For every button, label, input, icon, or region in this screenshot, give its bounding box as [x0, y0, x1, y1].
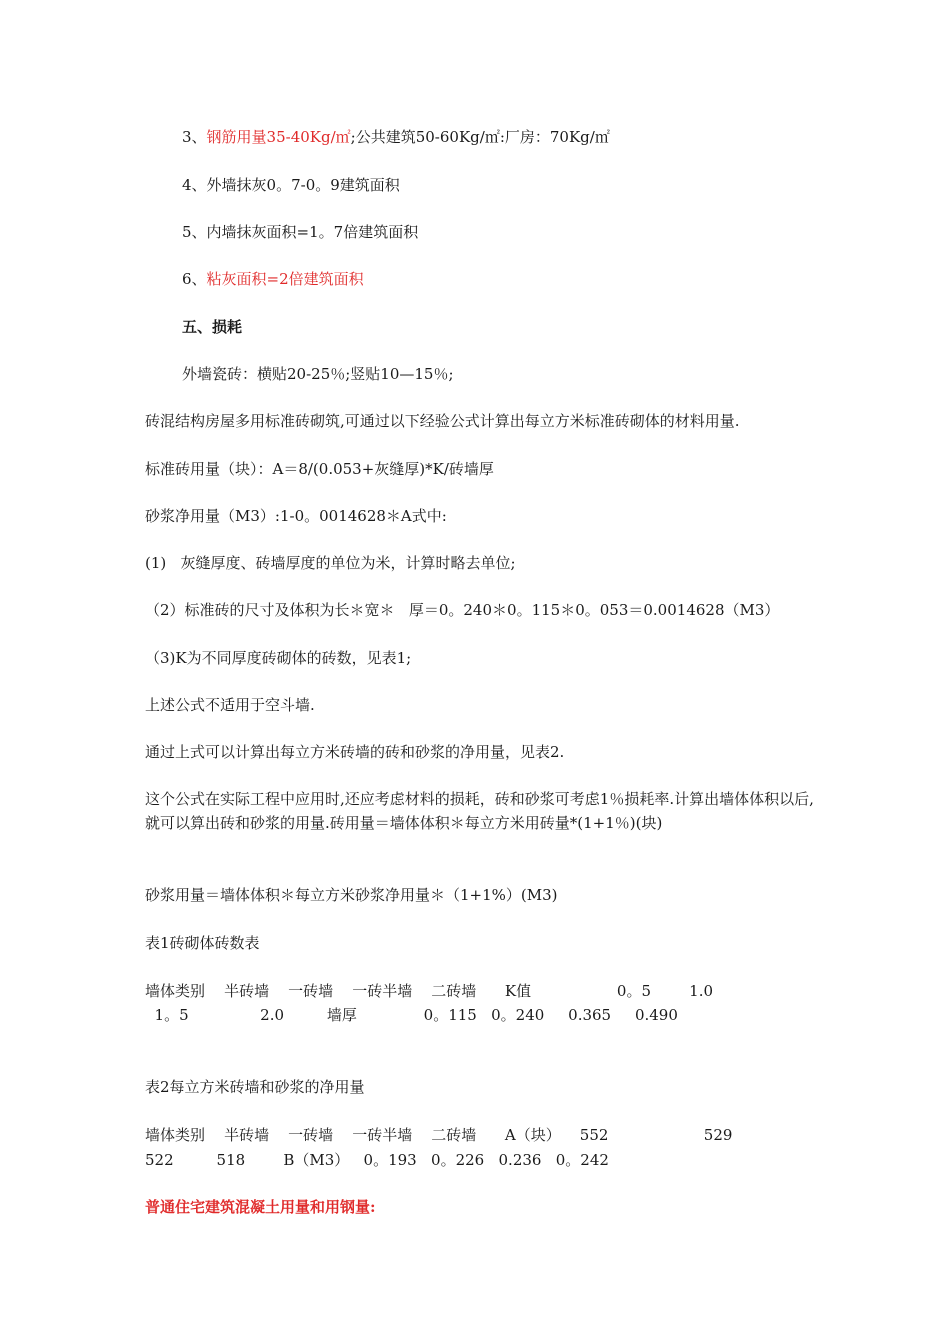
adhesive-highlight: 粘灰面积=2倍建筑面积	[206, 270, 364, 288]
mortar-formula: 砂浆净用量（M3）:1-0。0014628＊A式中:	[145, 507, 447, 525]
table2-row-2: 522 518 B（M3） 0。193 0。226 0.236 0。242	[145, 1151, 609, 1169]
note-3: （3)K为不同厚度砖砌体的砖数，见表1;	[145, 649, 412, 667]
steel-highlight: 钢筋用量35-40Kg/㎡	[206, 128, 351, 146]
concrete-heading: 普通住宅建筑混凝土用量和用钢量:	[145, 1198, 376, 1216]
note-1: (1) 灰缝厚度、砖墙厚度的单位为米，计算时略去单位;	[145, 554, 516, 572]
not-applicable-note: 上述公式不适用于空斗墙.	[145, 696, 315, 714]
note-2: （2）标准砖的尺寸及体积为长＊宽＊ 厚＝0。240＊0。115＊0。053＝0.0014628（M3）	[145, 601, 780, 619]
table1-row-2: 1。5 2.0 墙厚 0。115 0。240 0.365 0.490	[145, 1006, 678, 1024]
table2-row-1: 墙体类别 半砖墙 一砖墙 一砖半墙 二砖墙 A（块） 552 529	[145, 1126, 733, 1144]
item-5-inner-plaster: 5、内墙抹灰面积=1。7倍建筑面积	[182, 223, 419, 241]
brick-formula: 标准砖用量（块）：A＝8/(0.053+灰缝厚)*K/砖墙厚	[145, 460, 494, 478]
item-3-steel: 3、钢筋用量35-40Kg/㎡;公共建筑50-60Kg/㎡:厂房：70Kg/㎡	[182, 128, 610, 146]
item-4-plaster: 4、外墙抹灰0。7-0。9建筑面积	[182, 176, 400, 194]
table2-title: 表2每立方米砖墙和砂浆的净用量	[145, 1078, 365, 1096]
mortar-usage: 砂浆用量＝墙体体积＊每立方米砂浆净用量＊（1+1%）(M3)	[145, 886, 558, 904]
table1-title: 表1砖砌体砖数表	[145, 934, 260, 952]
table1-row-1: 墙体类别 半砖墙 一砖墙 一砖半墙 二砖墙 K值 0。5 1.0	[145, 982, 714, 1000]
item-6-adhesive: 6、粘灰面积=2倍建筑面积	[182, 270, 364, 288]
loss-paragraph: 这个公式在实际工程中应用时,还应考虑材料的损耗，砖和砂浆可考虑1％损耗率.计算出墙体体积以后,就可以算出砖和砂浆的用量.砖用量＝墙体体积＊每立方米用砖量*(1+1％)(块)	[145, 790, 814, 832]
tile-loss: 外墙瓷砖：横贴20-25％;竖贴10—15％;	[182, 365, 454, 383]
section-heading-loss: 五、损耗	[182, 318, 243, 336]
table2-reference: 通过上式可以计算出每立方米砖墙的砖和砂浆的净用量，见表2.	[145, 743, 565, 761]
masonry-intro: 砖混结构房屋多用标准砖砌筑,可通过以下经验公式计算出每立方米标准砖砌体的材料用量.	[145, 412, 740, 430]
